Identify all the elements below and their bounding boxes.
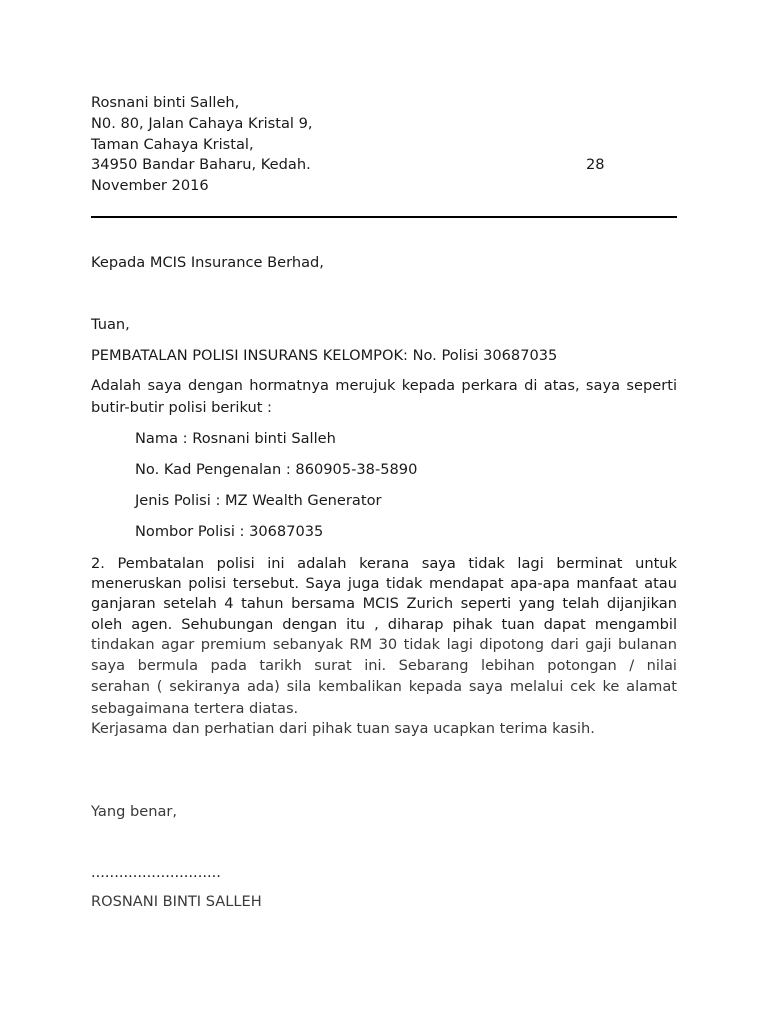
subject-line: PEMBATALAN POLISI INSURANS KELOMPOK: No. Polisi 30687035 <box>91 347 558 364</box>
intro-line-1: Adalah saya dengan hormatnya merujuk kepada perkara di atas, saya seperti <box>91 377 677 394</box>
intro-line-2: butir-butir polisi berikut : <box>91 399 272 416</box>
letter-date-day: 28 <box>586 156 605 173</box>
signatory-name: ROSNANI BINTI SALLEH <box>91 893 262 910</box>
header-divider <box>91 216 677 218</box>
detail-ic-number: No. Kad Pengenalan : 860905-38-5890 <box>135 461 418 478</box>
detail-policy-type: Jenis Polisi : MZ Wealth Generator <box>135 492 382 509</box>
body-line: oleh agen. Sehubungan dengan itu , diharap pihak tuan dapat mengambil <box>91 616 677 633</box>
sender-address-line2: Taman Cahaya Kristal, <box>91 136 254 153</box>
sender-name: Rosnani binti Salleh, <box>91 94 240 111</box>
closing: Yang benar, <box>91 803 178 820</box>
body-line: ganjaran setelah 4 tahun bersama MCIS Zurich seperti yang telah dijanjikan <box>91 595 677 612</box>
salutation: Tuan, <box>91 316 130 333</box>
sender-address-line1: N0. 80, Jalan Cahaya Kristal 9, <box>91 115 313 132</box>
body-last-line: sebagaimana tertera diatas. <box>91 700 299 717</box>
body-line: meneruskan polisi tersebut. Saya juga tidak mendapat apa-apa manfaat atau <box>91 575 677 592</box>
body-line: tindakan agar premium sebanyak RM 30 tidak lagi dipotong dari gaji bulanan <box>91 636 677 653</box>
detail-name: Nama : Rosnani binti Salleh <box>135 430 336 447</box>
signature-line: ............................ <box>91 864 221 881</box>
thanks-line: Kerjasama dan perhatian dari pihak tuan saya ucapkan terima kasih. <box>91 720 595 737</box>
sender-address-line3: 34950 Bandar Baharu, Kedah. <box>91 156 311 173</box>
recipient: Kepada MCIS Insurance Berhad, <box>91 254 324 271</box>
body-line: saya bermula pada tarikh surat ini. Sebarang lebihan potongan / nilai <box>91 657 677 674</box>
body-line: 2. Pembatalan polisi ini adalah kerana saya tidak lagi berminat untuk <box>91 555 677 572</box>
body-line: serahan ( sekiranya ada) sila kembalikan kepada saya melalui cek ke alamat <box>91 678 677 695</box>
letter-date-month-year: November 2016 <box>91 177 209 194</box>
detail-policy-number: Nombor Polisi : 30687035 <box>135 523 324 540</box>
